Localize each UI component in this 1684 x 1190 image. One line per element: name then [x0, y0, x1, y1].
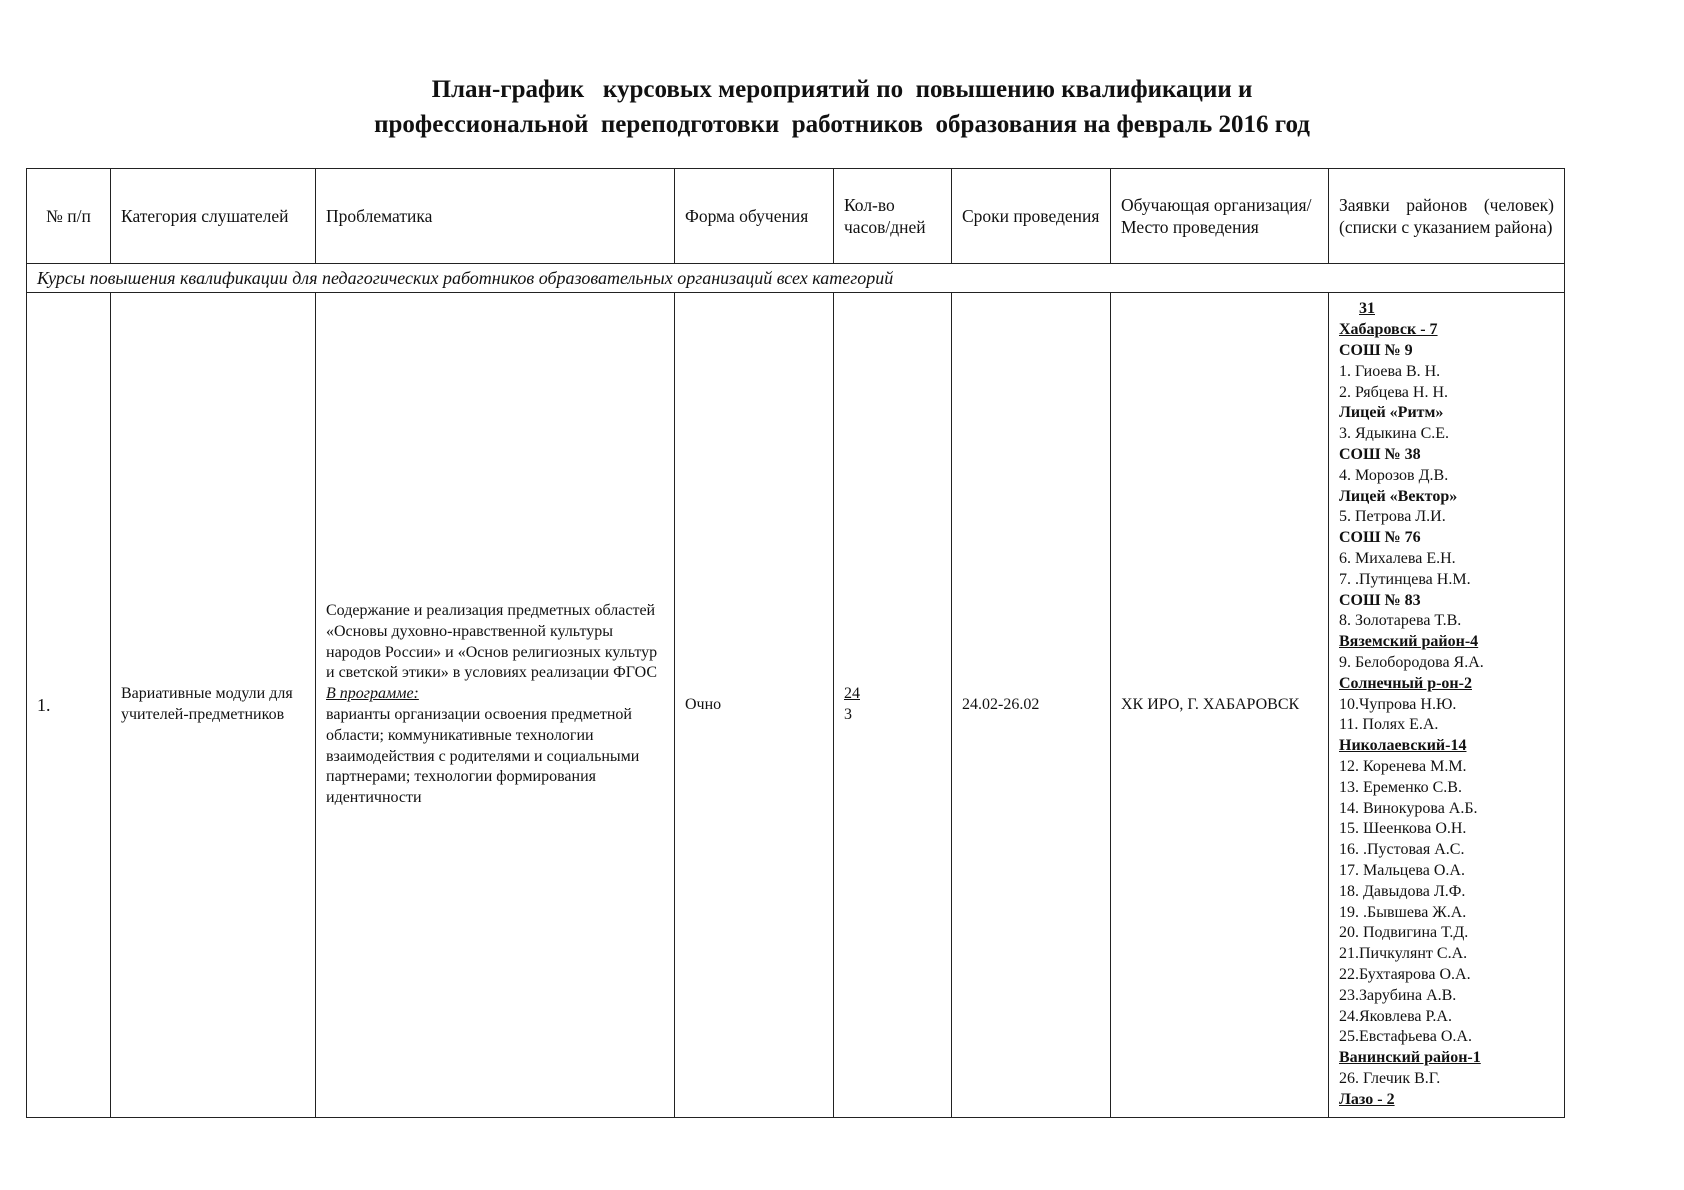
- list-item: 23.Зарубина А.В.: [1339, 986, 1457, 1004]
- days-value: 3: [844, 706, 852, 723]
- list-item: 3. Ядыкина С.Е.: [1339, 425, 1450, 443]
- list-item: 12. Коренева М.М.: [1339, 757, 1467, 775]
- row-dates: 24.02-26.02: [952, 293, 1111, 1118]
- row-category: Вариативные модули для учителей-предметников: [111, 293, 316, 1118]
- list-item: 19. .Бывшева Ж.А.: [1339, 903, 1467, 921]
- list-item: 14. Винокурова А.Б.: [1339, 799, 1478, 817]
- list-item: 10.Чупрова Н.Ю.: [1339, 695, 1457, 713]
- list-item: 17. Мальцева О.А.: [1339, 861, 1465, 879]
- requests-total: 31: [1359, 300, 1375, 318]
- request-group-heading: Вяземский район-4: [1339, 633, 1479, 651]
- section-row: [27, 264, 1565, 293]
- list-item: 21.Пичкулянт С.А.: [1339, 945, 1468, 963]
- list-item: 26. Глечик В.Г.: [1339, 1069, 1441, 1087]
- topic-program-text: варианты организации освоения предметной области; коммуникативные технологии взаимодействия с родителями и социальными партнерами; технологии формирования идентичности: [326, 706, 640, 807]
- row-topic: [316, 293, 675, 1118]
- request-group-heading: Лицей «Вектор»: [1339, 487, 1458, 505]
- list-item: 18. Давыдова Л.Ф.: [1339, 882, 1466, 900]
- request-group-heading: Николаевский-14: [1339, 737, 1467, 755]
- header-org: Обучающая организация/ Место проведения: [1111, 169, 1329, 264]
- title-line-1: План-график курсовых мероприятий по повышению квалификации и: [431, 76, 1253, 103]
- request-group-heading: Лицей «Ритм»: [1339, 404, 1444, 422]
- request-group-heading: Лазо - 2: [1339, 1090, 1395, 1108]
- list-item: 25.Евстафьева О.А.: [1339, 1028, 1472, 1046]
- list-item: 11. Полях Е.А.: [1339, 716, 1439, 734]
- table-row: [27, 293, 1565, 1118]
- row-org: ХК ИРО, Г. ХАБАРОВСК: [1111, 293, 1329, 1118]
- list-item: 8. Золотарева Т.В.: [1339, 612, 1462, 630]
- list-item: 22.Бухтаярова О.А.: [1339, 965, 1471, 983]
- page-title: [0, 72, 1684, 142]
- topic-text: Содержание и реализация предметных областей «Основы духовно-нравственной культуры народов России» и «Основ религиозных культур и светской этики» в условиях реализации ФГОС: [326, 602, 658, 682]
- header-category: Категория слушателей: [111, 169, 316, 264]
- row-requests: [1329, 293, 1565, 1118]
- list-item: 9. Белобородова Я.А.: [1339, 654, 1484, 671]
- list-item: 6. Михалева Е.Н.: [1339, 550, 1456, 568]
- section-title: Курсы повышения квалификации для педагогических работников образовательных организаций всех категорий: [27, 264, 1565, 293]
- topic-program-label: В программе:: [326, 685, 419, 703]
- list-item: 15. Шеенкова О.Н.: [1339, 820, 1467, 838]
- requests-list: [1339, 320, 1554, 1110]
- row-hours: [834, 293, 952, 1118]
- request-group-heading: СОШ № 38: [1339, 446, 1421, 464]
- header-dates: Сроки проведения: [952, 169, 1111, 264]
- list-item: 5. Петрова Л.И.: [1339, 508, 1446, 526]
- request-group-heading: Ванинский район-1: [1339, 1049, 1481, 1067]
- header-num: № п/п: [27, 169, 111, 264]
- header-form: Форма обучения: [675, 169, 834, 264]
- list-item: 4. Морозов Д.В.: [1339, 466, 1449, 484]
- request-group-heading: СОШ № 9: [1339, 342, 1413, 360]
- header-topic: Проблематика: [316, 169, 675, 264]
- schedule-table: [26, 168, 1565, 1118]
- list-item: 7. .Путинцева Н.М.: [1339, 570, 1471, 588]
- header-requests: Заявки районов (человек) (списки с указанием района): [1329, 169, 1565, 264]
- request-group-heading: Хабаровск - 7: [1339, 321, 1438, 339]
- hours-value: 24: [844, 685, 860, 703]
- table-header-row: [27, 169, 1565, 264]
- request-group-heading: СОШ № 76: [1339, 529, 1421, 547]
- list-item: 1. Гиоева В. Н.: [1339, 362, 1441, 380]
- row-number: 1.: [27, 293, 111, 1118]
- list-item: 13. Еременко С.В.: [1339, 778, 1462, 796]
- list-item: 20. Подвигина Т.Д.: [1339, 924, 1469, 942]
- header-hours: Кол-во часов/дней: [834, 169, 952, 264]
- request-group-heading: Солнечный р-он-2: [1339, 674, 1472, 692]
- list-item: 2. Рябцева Н. Н.: [1339, 383, 1449, 401]
- title-line-2: профессиональной переподготовки работников образования на февраль 2016 год: [374, 111, 1310, 138]
- list-item: 16. .Пустовая А.С.: [1339, 841, 1465, 859]
- list-item: 24.Яковлева Р.А.: [1339, 1007, 1452, 1025]
- row-form: Очно: [675, 293, 834, 1118]
- request-group-heading: СОШ № 83: [1339, 591, 1421, 609]
